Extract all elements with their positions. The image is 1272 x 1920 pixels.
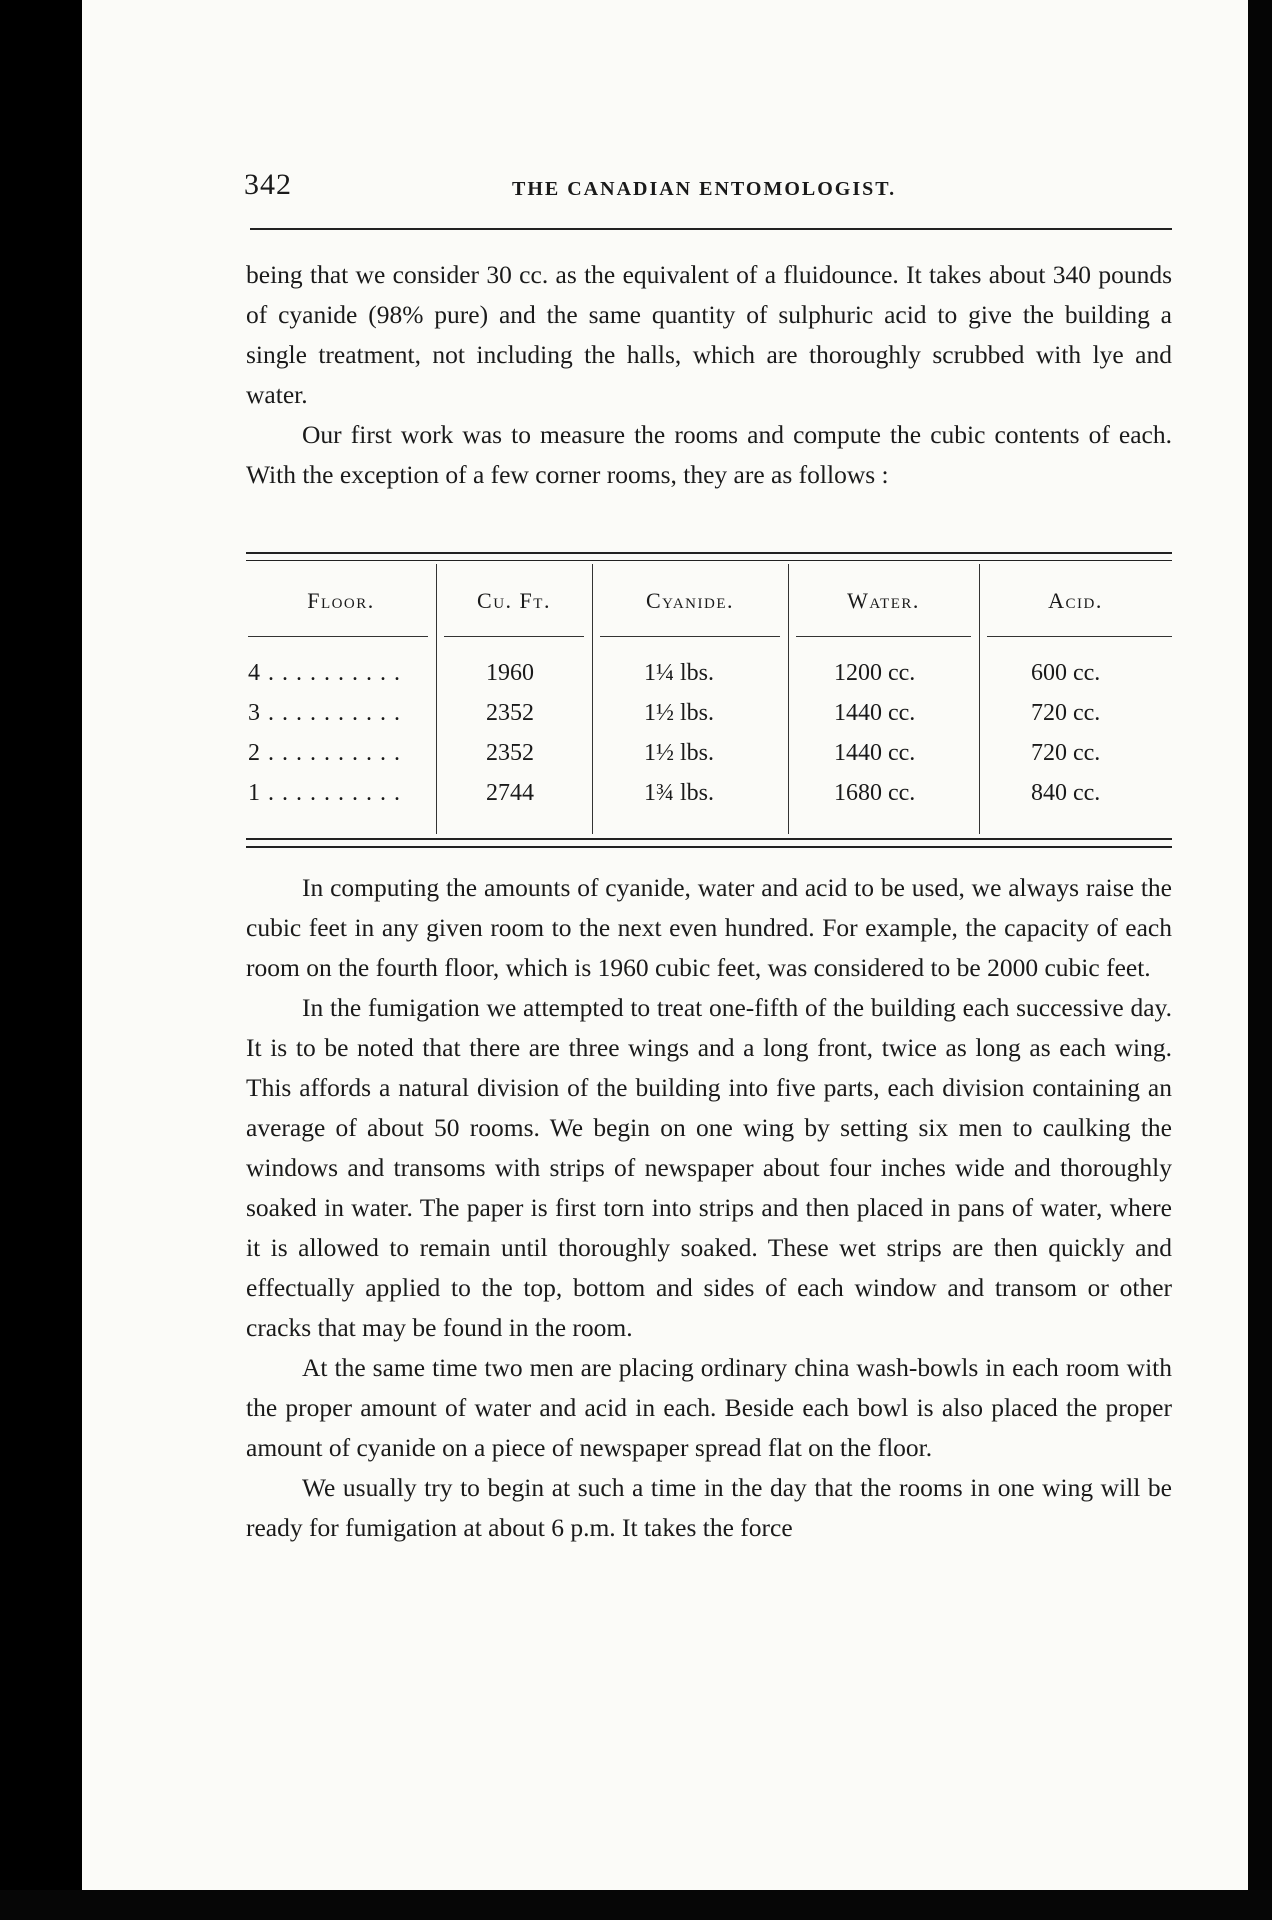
header-cu-ft: Cu. Ft. [477, 588, 551, 613]
paragraph: We usually try to begin at such a time in the day that the rooms in one wing will be ready for fumigation at about 6 p.m. It takes the force [246, 1473, 1172, 1542]
header-cyanide: Cyanide. [646, 588, 734, 613]
fumigation-table [246, 552, 1172, 848]
cell-floor: 2 . . . . . . . . . . [248, 740, 401, 766]
header-rule [250, 228, 1172, 230]
running-title: THE CANADIAN ENTOMOLOGIST. [512, 178, 897, 200]
paragraph: Our first work was to measure the rooms and compute the cubic contents of each. With the exception of a few corner rooms, they are as follows : [246, 420, 1172, 489]
header-underline [600, 636, 780, 637]
cell-cyanide: 1¼ lbs. [644, 660, 715, 686]
table-top-rule [246, 552, 1172, 561]
cell-acid: 840 cc. [1031, 780, 1101, 806]
cell-cyanide: 1½ lbs. [644, 700, 715, 726]
cell-water: 1440 cc. [834, 740, 916, 766]
paragraph: At the same time two men are placing ordinary china wash-bowls in each room with the proper amount of water and acid in each. Beside each bowl is also placed the proper amount of cyanide on a piece of newspaper spread flat on the floor. [246, 1353, 1172, 1462]
cell-acid: 720 cc. [1031, 700, 1101, 726]
cell-floor: 4 . . . . . . . . . . [248, 660, 401, 686]
cell-cyanide: 1½ lbs. [644, 740, 715, 766]
page-number: 342 [244, 168, 292, 201]
cell-cu-ft: 2352 [486, 740, 534, 766]
table-bottom-rule [246, 838, 1172, 848]
page-header [244, 168, 1174, 208]
scan-border-right [1248, 0, 1272, 1920]
header-underline [796, 636, 971, 637]
cell-acid: 720 cc. [1031, 740, 1101, 766]
header-underline [987, 636, 1172, 637]
paragraph: being that we consider 30 cc. as the equivalent of a fluidounce. It takes about 340 pounds of cyanide (98% pure) and the same quantity of sulphuric acid to give the building a single treatment, not including the halls, which are thoroughly scrubbed with lye and water. [246, 260, 1172, 409]
text-after-table [246, 868, 1172, 1548]
cell-floor: 3 . . . . . . . . . . [248, 700, 401, 726]
header-underline [248, 636, 428, 637]
header-acid: Acid. [1048, 588, 1103, 613]
cell-cyanide: 1¾ lbs. [644, 780, 715, 806]
cell-water: 1200 cc. [834, 660, 916, 686]
cell-floor: 1 . . . . . . . . . . [248, 780, 401, 806]
cell-water: 1680 cc. [834, 780, 916, 806]
cell-water: 1440 cc. [834, 700, 916, 726]
cell-cu-ft: 2352 [486, 700, 534, 726]
text-before-table [246, 255, 1172, 495]
scan-border-bottom [0, 1890, 1272, 1920]
cell-acid: 600 cc. [1031, 660, 1101, 686]
header-water: Water. [847, 588, 920, 613]
header-underline [444, 636, 584, 637]
cell-cu-ft: 2744 [486, 780, 534, 806]
paragraph: In computing the amounts of cyanide, water and acid to be used, we always raise the cubic feet in any given room to the next even hundred. For example, the capacity of each room on the fourth floor, which is 1960 cubic feet, was considered to be 2000 cubic feet. [246, 873, 1172, 982]
paragraph: In the fumigation we attempted to treat one-fifth of the building each successive day. It is to be noted that there are three wings and a long front, twice as long as each wing. This affords a natural division of the building into five parts, each division containing an average of about 50 rooms. We begin on one wing by setting six men to caulking the windows and transoms with strips of newspaper about four inches wide and thoroughly soaked in water. The paper is first torn into strips and then placed in pans of water, where it is allowed to remain until thoroughly soaked. These wet strips are then quickly and effectually applied to the top, bottom and sides of each window and transom or other cracks that may be found in the room. [246, 993, 1172, 1342]
header-floor: Floor. [307, 588, 375, 613]
cell-cu-ft: 1960 [486, 660, 534, 686]
